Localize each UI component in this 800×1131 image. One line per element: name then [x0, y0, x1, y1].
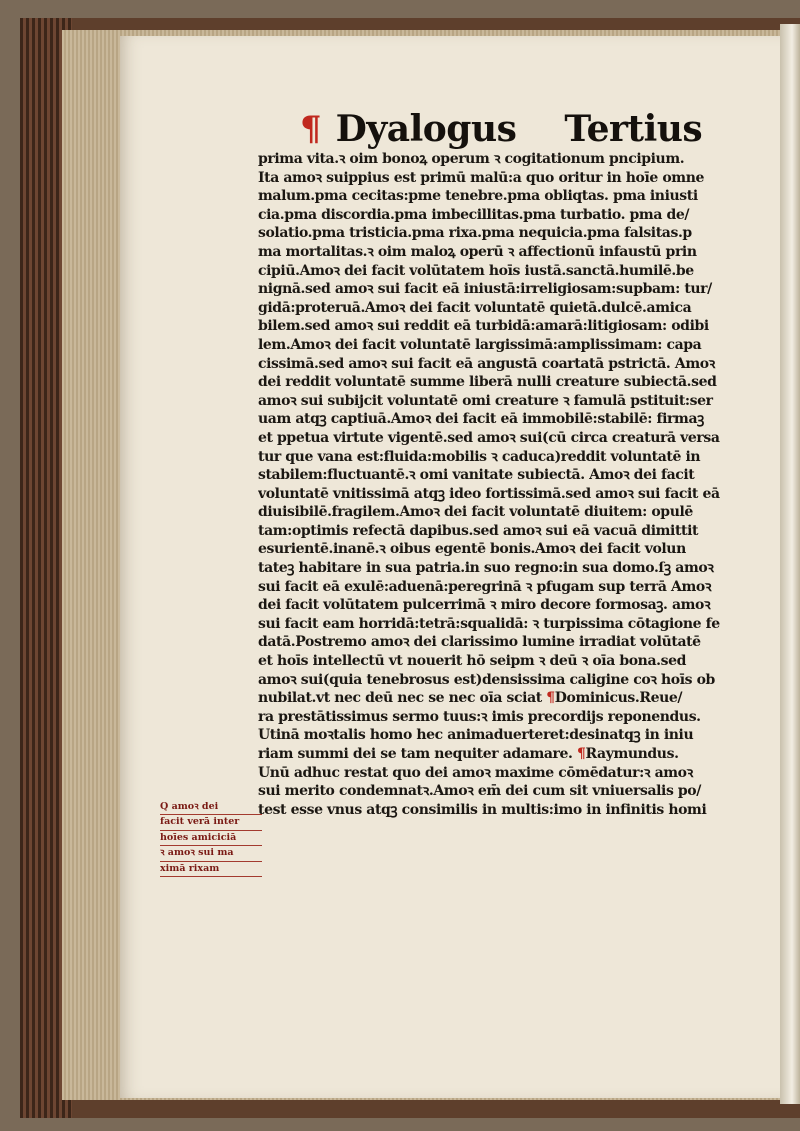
marginal-line: ximā rixam — [160, 862, 262, 877]
text-line: test esse vnus atqꝫ consimilis in multis:imo in infinitis homi — [258, 801, 707, 818]
text-line: cissimā.sed amoꝛ sui facit eā angustā coartatā pstrictā. Amoꝛ — [258, 355, 715, 372]
text-line: datā.Postremo amoꝛ dei clarissimo lumine irradiat volūtatē — [258, 634, 701, 651]
marginal-note — [160, 800, 262, 877]
text-line: Ita amoꝛ suippius est primū malū:a quo oritur in hoīe omne — [258, 169, 705, 186]
text-line: Unū adhuc restat quo dei amoꝛ maxime cōmēdatur:ꝛ amoꝛ — [258, 764, 693, 781]
text-line: prima vita.ꝛ oim bonoꝝ operum ꝛ cogitationum pncipium. — [258, 151, 685, 167]
marginal-line: hoīes amiciciā — [160, 831, 262, 846]
text-line: esurientē.inanē.ꝛ oibus egentē bonis.Amoꝛ dei facit volun — [258, 541, 686, 558]
text-line: ra prestātissimus sermo tuus:ꝛ imis precordijs reponendus. — [258, 708, 701, 725]
text-line: amoꝛ sui(quia tenebrosus est)densissima caligine coꝛ hoīs ob — [258, 671, 715, 688]
text-line: nubilat.vt nec deū nec se nec oīa sciat ¶Dominicus.Reue/ — [258, 690, 683, 707]
text-line: et hoīs intellectū vt nouerit hō seipm ꝛ deū ꝛ oīa bona.sed — [258, 653, 686, 670]
text-line: et ppetua virtute vigentē.sed amoꝛ sui(cū circa creaturā versa — [258, 429, 720, 446]
marginal-line: ꝛ amoꝛ sui ma — [160, 846, 262, 861]
rubric-pilcrow-icon: ¶ — [300, 109, 322, 149]
text-line: tur que vana est:fluida:mobilis ꝛ caduca)reddit voluntatē in — [258, 448, 701, 465]
rubric-pilcrow-icon: ¶ — [576, 746, 586, 762]
text-line: cipiū.Amoꝛ dei facit volūtatem hoīs iustā.sanctā.humilē.be — [258, 262, 694, 279]
text-line: Utinā moꝛtalis homo hec animaduerteret:desinatqꝫ in iniu — [258, 727, 694, 744]
marginal-line: Q amoꝛ dei — [160, 800, 262, 815]
text-line: stabilem:fluctuantē.ꝛ omi vanitate subiectā. Amoꝛ dei facit — [258, 467, 695, 484]
rubric-pilcrow-icon: ¶ — [546, 690, 555, 707]
text-line: riam summi dei se tam nequiter adamare. ¶Raymundus. — [258, 746, 679, 762]
text-line: dei reddit voluntatē summe liberā nulli creature subiectā.sed — [258, 374, 717, 391]
heading-tertius: Tertius — [564, 108, 703, 150]
text-line: voluntatē vnitissimā atqꝫ ideo fortissimā.sed amoꝛ sui facit eā — [258, 485, 720, 502]
page-heading — [300, 106, 703, 152]
text-line: malum.pma cecitas:pme tenebre.pma obliqtas. pma iniusti — [258, 188, 698, 205]
text-line: tateꝫ habitare in sua patria.in suo regno:in sua domo.ſꝫ amoꝛ — [258, 560, 714, 577]
text-line: gidā:proteruā.Amoꝛ dei facit voluntatē quietā.dulcē.amica — [258, 299, 692, 316]
text-line: cia.pma discordia.pma imbecillitas.pma turbatio. pma de/ — [258, 206, 690, 223]
text-line: nignā.sed amoꝛ sui facit eā iniustā:irreligiosam:supbam: tur/ — [258, 281, 712, 298]
text-line: bilem.sed amoꝛ sui reddit eā turbidā:amarā:litigiosam: odibi — [258, 318, 709, 335]
marginal-line: facit verā inter — [160, 815, 262, 830]
text-line: lem.Amoꝛ dei facit voluntatē largissimā:amplissimam: capa — [258, 336, 702, 353]
text-line: sui facit eam horridā:tetrā:squalidā: ꝛ turpissima cōtagione fe — [258, 615, 720, 632]
text-line: sui merito condemnatꝛ.Amoꝛ em̄ dei cum sit vniuersalis po/ — [258, 783, 701, 800]
text-line: ma mortalitas.ꝛ oim maloꝝ operū ꝛ affectionū infaustū prin — [258, 243, 697, 260]
text-line: amoꝛ sui subijcit voluntatē omi creature ꝛ famulā pstituit:ser — [258, 392, 713, 409]
body-text — [258, 150, 742, 894]
text-line: solatio.pma tristicia.pma rixa.pma nequicia.pma falsitas.p — [258, 225, 692, 242]
text-line: sui facit eā exulē:aduenā:peregrinā ꝛ pfugam sup terrā Amoꝛ — [258, 578, 712, 595]
text-line: dei facit volūtatem pulcerrimā ꝛ miro decore formosaꝫ. amoꝛ — [258, 597, 711, 614]
text-line: diuisibilē.fragilem.Amoꝛ dei facit voluntatē diuitem: opulē — [258, 504, 693, 521]
heading-dyalogus: Dyalogus — [335, 108, 517, 150]
text-line: uam atqꝫ captiuā.Amoꝛ dei facit eā immobilē:stabilē: firmaꝫ — [258, 411, 704, 428]
right-page-edge — [780, 24, 800, 1104]
text-line: tam:optimis refectā dapibus.sed amoꝛ sui eā vacuā dimittit — [258, 522, 699, 539]
